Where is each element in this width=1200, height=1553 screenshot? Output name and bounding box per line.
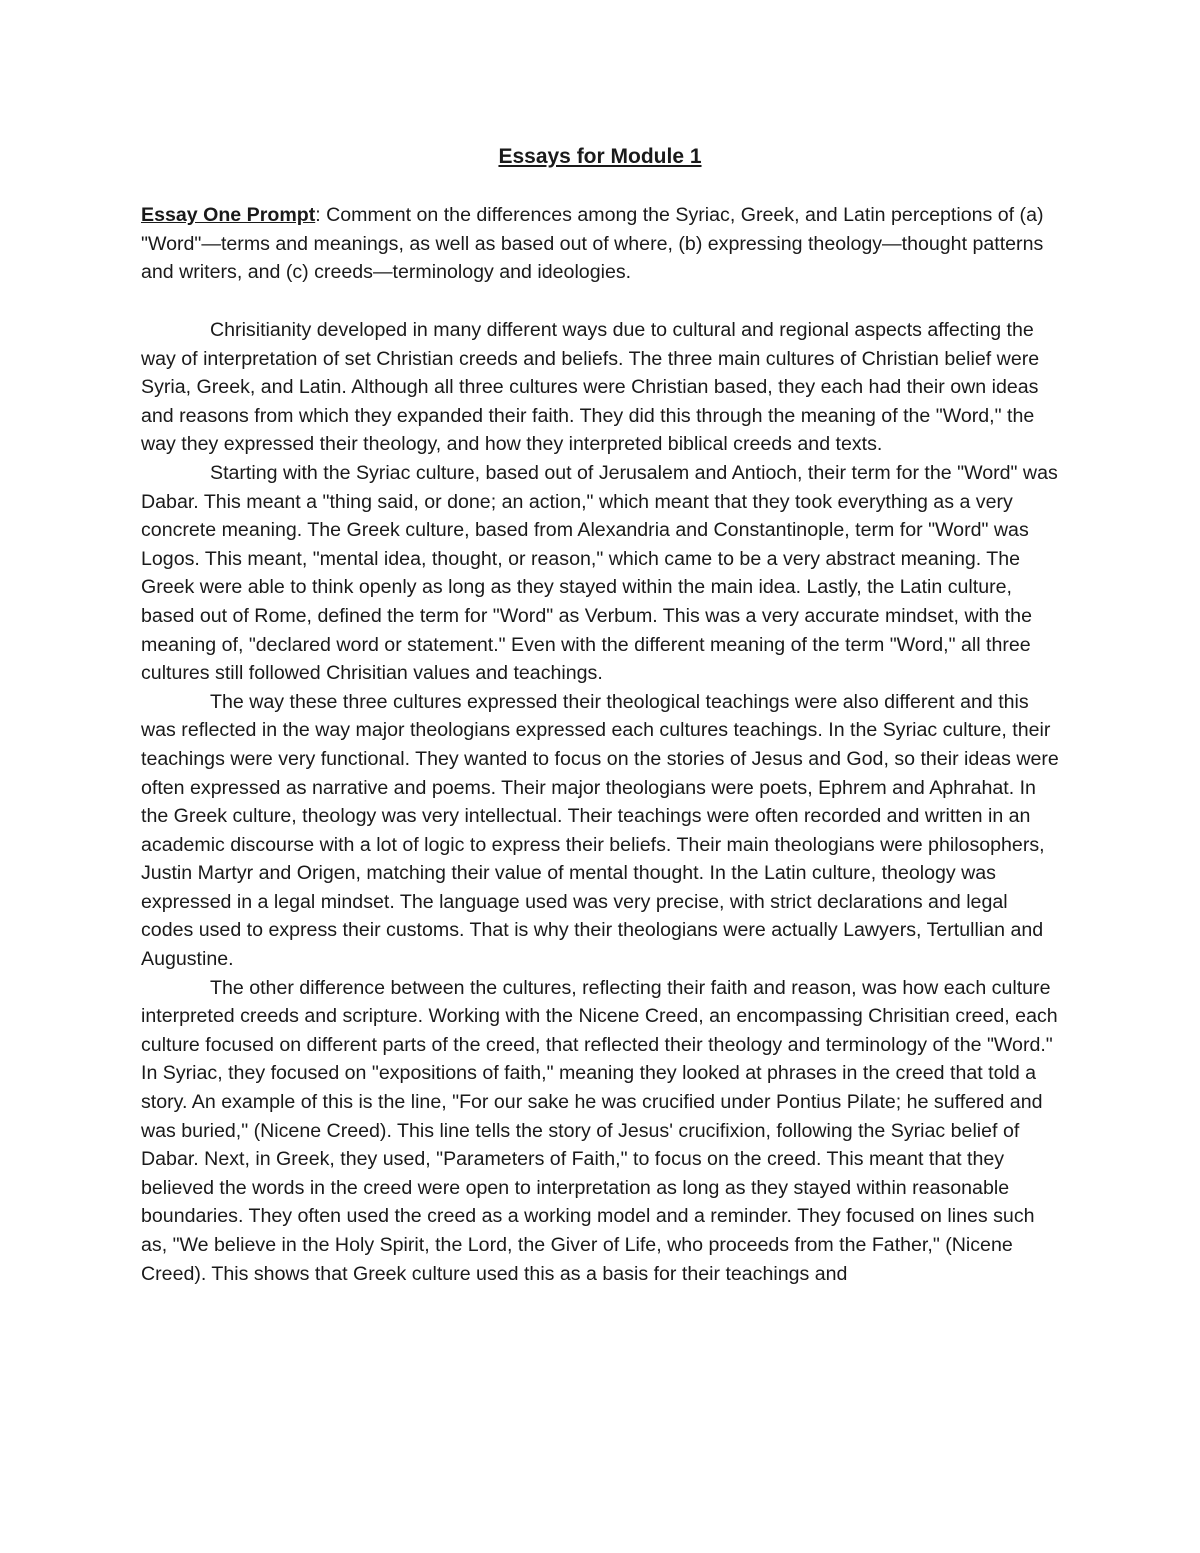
prompt-label: Essay One Prompt [141,204,316,226]
prompt-text: : Comment on the differences among the Syriac, Greek, and Latin perceptions of (a) "Word"—terms and meanings, as well as based out of where, (b) expressing theology—thought patterns and writers, and (c) creeds—terminology and ideologies. [141,204,1044,284]
paragraph: The way these three cultures expressed their theological teachings were also different and this was reflected in the way major theologians expressed each cultures teachings. In the Syriac culture, their teachings were very functional. They wanted to focus on the stories of Jesus and God, so their ideas were often expressed as narrative and poems. Their major theologians were poets, Ephrem and Aphrahat. In the Greek culture, theology was very intellectual. Their teachings were often recorded and written in an academic discourse with a lot of logic to express their beliefs. Their main theologians were philosophers, Justin Martyr and Origen, matching their value of mental thought. In the Latin culture, theology was expressed in a legal mindset. The language used was very precise, with strict declarations and legal codes used to express their customs. That is why their theologians were actually Lawyers, Tertullian and Augustine. [141,690,1059,971]
essay-prompt [141,201,1061,287]
paragraph: Chrisitianity developed in many different ways due to cultural and regional aspects affecting the way of interpretation of set Christian creeds and beliefs. The three main cultures of Christian belief were Syria, Greek, and Latin. Although all three cultures were Christian based, they each had their own ideas and reasons from which they expanded their faith. They did this through the meaning of the "Word," the way they expressed their theology, and how they interpreted biblical creeds and texts. [141,319,1040,456]
essay-body [141,316,1061,1288]
paragraph: Starting with the Syriac culture, based out of Jerusalem and Antioch, their term for the "Word" was Dabar. This meant a "thing said, or done; an action," which meant that they took everything as a very concrete meaning. The Greek culture, based from Alexandria and Constantinople, term for "Word" was Logos. This meant, "mental idea, thought, or reason," which came to be a very abstract meaning. The Greek were able to think openly as long as they stayed within the main idea. Lastly, the Latin culture, based out of Rome, defined the term for "Word" as Verbum. This was a very accurate mindset, with the meaning of, "declared word or statement." Even with the different meaning of the term "Word," all three cultures still followed Chrisitian values and teachings. [141,461,1058,685]
document-title: Essays for Module 1 [498,145,702,168]
paragraph: The other difference between the cultures, reflecting their faith and reason, was how each culture interpreted creeds and scripture. Working with the Nicene Creed, an encompassing Chrisitian creed, each culture focused on different parts of the creed, that reflected their theology and terminology of the "Word." In Syriac, they focused on "expositions of faith," meaning they looked at phrases in the creed that told a story. An example of this is the line, "For our sake he was crucified under Pontius Pilate; he suffered and was buried," (Nicene Creed). This line tells the story of Jesus' crucifixion, following the Syriac belief of Dabar. Next, in Greek, they used, "Parameters of Faith," to focus on the creed. This meant that they believed the words in the creed were open to interpretation as long as they stayed within reasonable boundaries. They often used the creed as a working model and a reminder. They focused on lines such as, "We believe in the Holy Spirit, the Lord, the Giver of Life, who proceeds from the Father," (Nicene Creed). This shows that Greek culture used this as a basis for their teachings and [141,976,1058,1285]
